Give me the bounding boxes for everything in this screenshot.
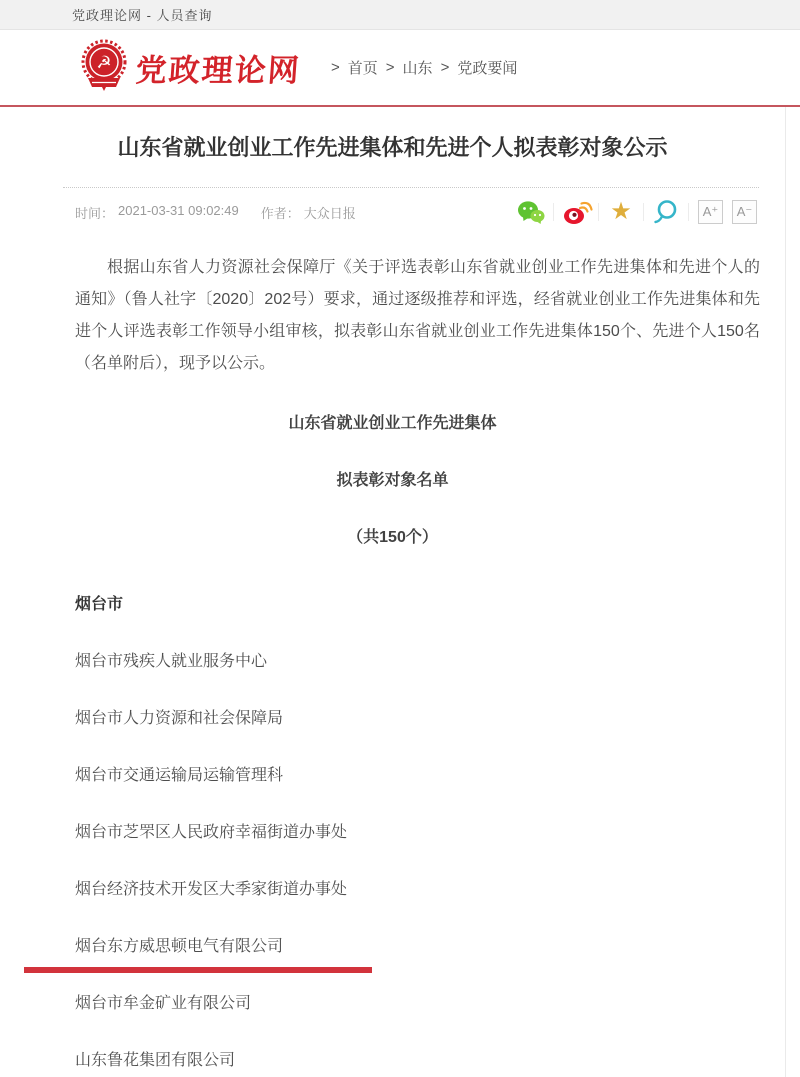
toolbar-divider [643, 203, 644, 221]
article-meta-bar [63, 187, 759, 234]
list-item: 烟台市牟金矿业有限公司 [75, 995, 252, 1012]
font-increase-button[interactable]: A⁺ [698, 200, 723, 224]
breadcrumb-shandong[interactable]: 山东 [402, 60, 433, 77]
breadcrumb-separator: > [440, 59, 450, 76]
site-logo[interactable] [78, 38, 301, 97]
list-item-highlighted: 烟台东方威思顿电气有限公司 [75, 938, 284, 955]
article-container [0, 107, 786, 1077]
section-heading-collective: 山东省就业创业工作先进集体 [288, 415, 497, 432]
list-item: 烟台经济技术开发区大季家街道办事处 [75, 881, 348, 898]
author-name: 大众日报 [303, 205, 356, 221]
section-heading-list-title: 拟表彰对象名单 [336, 472, 449, 489]
breadcrumb-section[interactable]: 党政要闻 [457, 60, 518, 77]
toolbar-divider [598, 203, 599, 221]
section-heading-count: （共150个） [347, 529, 438, 546]
breadcrumb-separator: > [331, 59, 340, 76]
toolbar-divider [688, 203, 689, 221]
breadcrumb-home[interactable]: 首页 [347, 60, 378, 77]
site-header [0, 30, 800, 107]
favorite-star-icon[interactable]: ★ [610, 198, 632, 225]
svg-text:☭: ☭ [96, 53, 112, 72]
list-item: 烟台市芝罘区人民政府幸福街道办事处 [75, 824, 348, 841]
browser-titlebar [0, 0, 800, 30]
page-title: 山东省就业创业工作先进集体和先进个人拟表彰对象公示 [117, 135, 668, 160]
browser-title: 党政理论网 - 人员查询 [72, 8, 213, 23]
city-heading: 烟台市 [75, 596, 124, 613]
announcement-paragraph: 根据山东省人力资源社会保障厅《关于评选表彰山东省就业创业工作先进集体和先进个人的通知》（鲁人社字〔2020〕202号）要求，通过逐级推荐和评选，经省就业创业工作先进集体和先进个人评选表彰工作领导小组审核，拟表彰山东省就业创业工作先进集体150个、先进个人150名（名单附后），现予以公示。 [75, 259, 760, 372]
list-item: 烟台市残疾人就业服务中心 [75, 653, 268, 670]
tencent-weibo-share-icon[interactable] [653, 199, 679, 225]
font-decrease-button[interactable]: A⁻ [732, 200, 757, 224]
breadcrumb-separator: > [385, 59, 395, 76]
breadcrumb [331, 57, 517, 78]
list-item: 烟台市交通运输局运输管理科 [75, 767, 284, 784]
list-item: 烟台市人力资源和社会保障局 [75, 710, 284, 727]
article-meta [63, 203, 356, 222]
publish-time: 2021-03-31 09:02:49 [118, 202, 239, 218]
author-label: 作者： [260, 205, 300, 221]
time-label: 时间： [75, 205, 115, 221]
party-emblem-icon [78, 38, 130, 97]
red-highlight-underline [24, 967, 372, 973]
weibo-share-icon[interactable] [563, 199, 589, 225]
wechat-share-icon[interactable] [518, 199, 544, 225]
toolbar-divider [553, 203, 554, 221]
share-toolbar [518, 199, 759, 225]
site-logo-text: 党政理论网 [134, 53, 303, 88]
list-item: 山东鲁花集团有限公司 [75, 1052, 236, 1069]
